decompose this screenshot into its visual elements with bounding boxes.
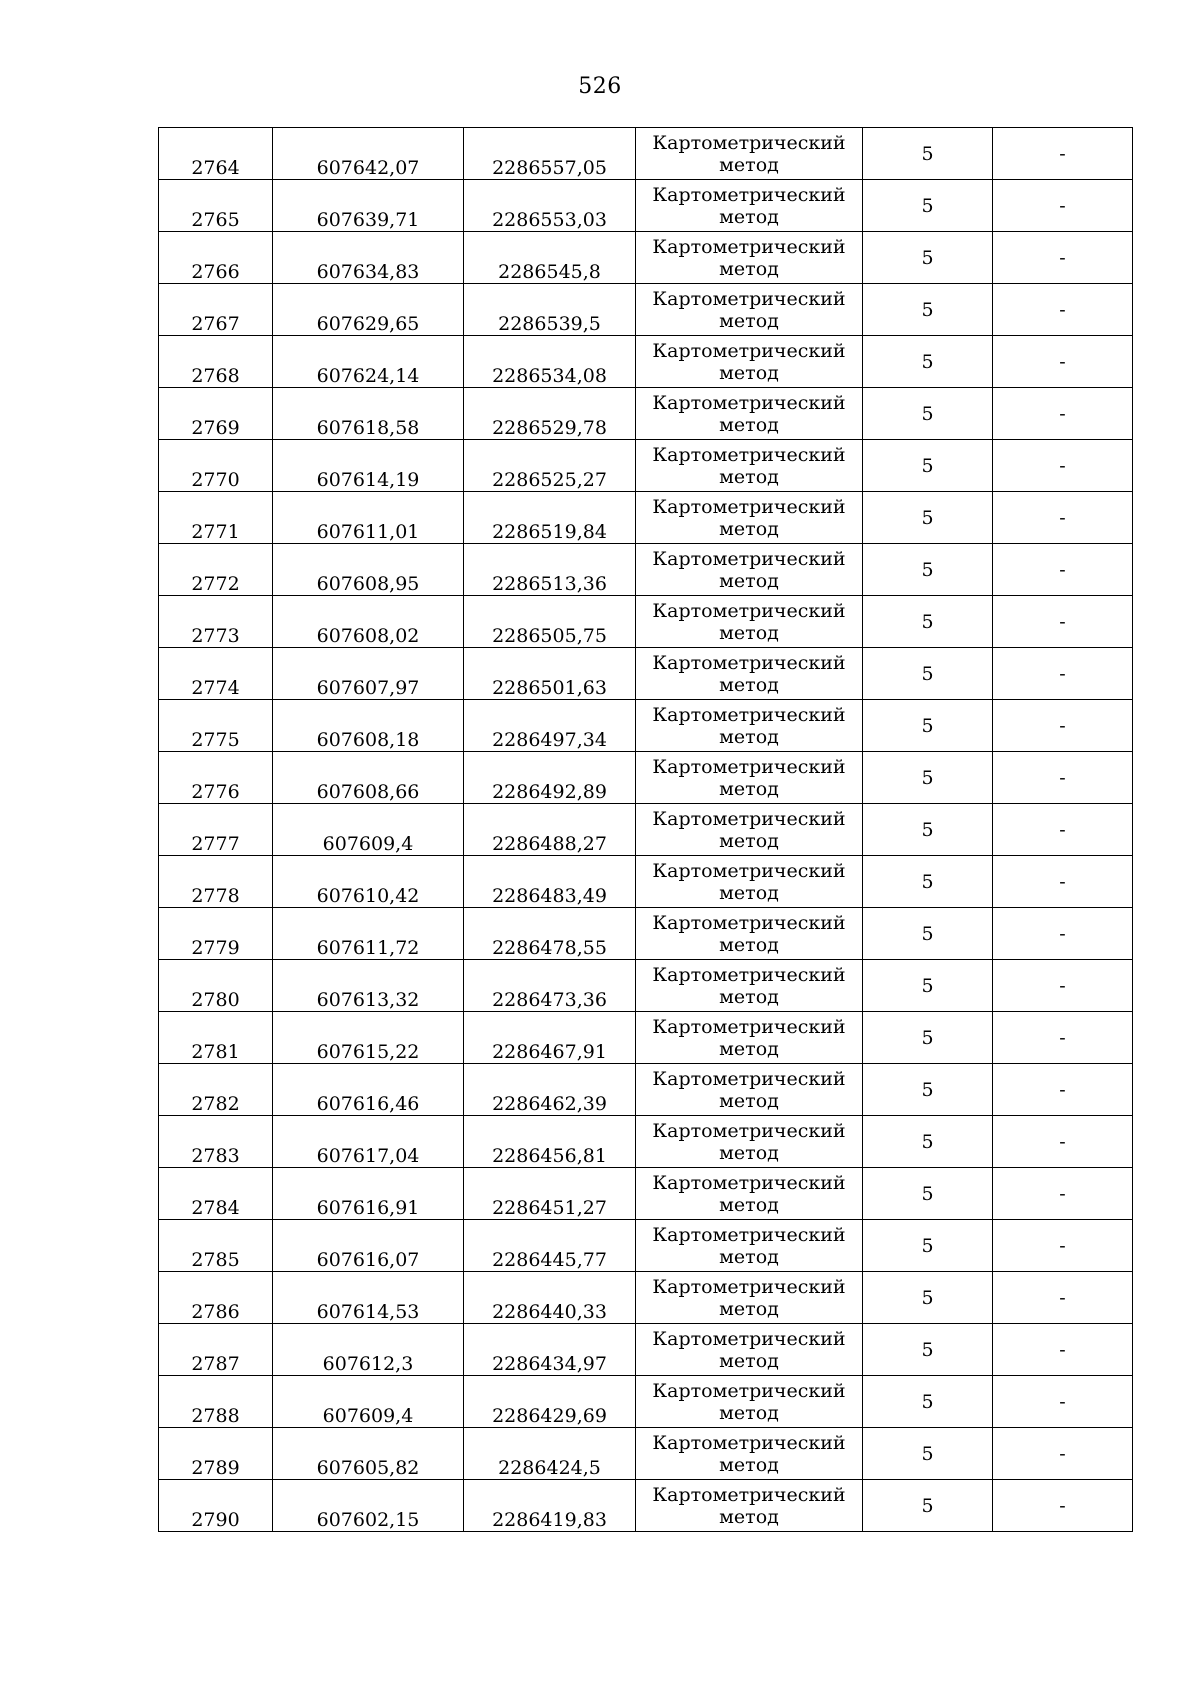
method-cell [636,752,863,804]
table-row [159,752,1133,804]
method-cell [636,284,863,336]
point-number-cell: 2781 [159,1012,273,1064]
note-cell: - [993,752,1133,804]
x-coordinate-cell: 607634,83 [273,232,464,284]
table-row [159,336,1133,388]
point-number-cell: 2775 [159,700,273,752]
coordinates-table-body [159,128,1133,1532]
method-cell [636,700,863,752]
method-cell [636,1480,863,1532]
x-coordinate-cell: 607609,4 [273,804,464,856]
y-coordinate-cell: 2286445,77 [464,1220,636,1272]
method-text: Картометрический метод [652,1119,846,1164]
x-coordinate-cell: 607616,07 [273,1220,464,1272]
x-coordinate-cell: 607616,91 [273,1168,464,1220]
accuracy-cell: 5 [863,752,993,804]
point-number-cell: 2769 [159,388,273,440]
method-cell [636,908,863,960]
accuracy-cell: 5 [863,1376,993,1428]
method-text: Картометрический метод [652,963,846,1008]
method-text: Картометрический метод [652,1223,846,1268]
method-cell [636,492,863,544]
y-coordinate-cell: 2286505,75 [464,596,636,648]
point-number-cell: 2784 [159,1168,273,1220]
x-coordinate-cell: 607607,97 [273,648,464,700]
table-row [159,596,1133,648]
note-cell: - [993,1428,1133,1480]
method-text: Картометрический метод [652,1431,846,1476]
y-coordinate-cell: 2286451,27 [464,1168,636,1220]
accuracy-cell: 5 [863,1324,993,1376]
y-coordinate-cell: 2286519,84 [464,492,636,544]
x-coordinate-cell: 607617,04 [273,1116,464,1168]
note-cell: - [993,180,1133,232]
accuracy-cell: 5 [863,648,993,700]
note-cell: - [993,856,1133,908]
note-cell: - [993,440,1133,492]
method-cell [636,1428,863,1480]
accuracy-cell: 5 [863,440,993,492]
method-text: Картометрический метод [652,443,846,488]
note-cell: - [993,1168,1133,1220]
method-cell [636,1116,863,1168]
method-text: Картометрический метод [652,1275,846,1320]
accuracy-cell: 5 [863,388,993,440]
method-cell [636,128,863,180]
point-number-cell: 2770 [159,440,273,492]
y-coordinate-cell: 2286456,81 [464,1116,636,1168]
point-number-cell: 2778 [159,856,273,908]
table-row [159,1428,1133,1480]
method-text: Картометрический метод [652,1379,846,1424]
accuracy-cell: 5 [863,596,993,648]
method-text: Картометрический метод [652,703,846,748]
accuracy-cell: 5 [863,336,993,388]
method-cell [636,856,863,908]
point-number-cell: 2773 [159,596,273,648]
x-coordinate-cell: 607609,4 [273,1376,464,1428]
note-cell: - [993,1116,1133,1168]
table-row [159,128,1133,180]
note-cell: - [993,1480,1133,1532]
note-cell: - [993,544,1133,596]
y-coordinate-cell: 2286497,34 [464,700,636,752]
accuracy-cell: 5 [863,1168,993,1220]
table-row [159,492,1133,544]
method-cell [636,440,863,492]
y-coordinate-cell: 2286525,27 [464,440,636,492]
x-coordinate-cell: 607616,46 [273,1064,464,1116]
accuracy-cell: 5 [863,804,993,856]
table-row [159,232,1133,284]
method-text: Картометрический метод [652,495,846,540]
table-row [159,1064,1133,1116]
method-text: Картометрический метод [652,755,846,800]
table-row [159,440,1133,492]
table-row [159,908,1133,960]
x-coordinate-cell: 607614,19 [273,440,464,492]
method-cell [636,388,863,440]
point-number-cell: 2764 [159,128,273,180]
x-coordinate-cell: 607639,71 [273,180,464,232]
method-cell [636,336,863,388]
y-coordinate-cell: 2286478,55 [464,908,636,960]
note-cell: - [993,908,1133,960]
method-text: Картометрический метод [652,807,846,852]
y-coordinate-cell: 2286534,08 [464,336,636,388]
point-number-cell: 2776 [159,752,273,804]
y-coordinate-cell: 2286473,36 [464,960,636,1012]
note-cell: - [993,492,1133,544]
table-row [159,1116,1133,1168]
table-row [159,1012,1133,1064]
table-row [159,1324,1133,1376]
point-number-cell: 2783 [159,1116,273,1168]
x-coordinate-cell: 607608,66 [273,752,464,804]
method-text: Картометрический метод [652,1171,846,1216]
note-cell: - [993,1064,1133,1116]
table-row [159,1272,1133,1324]
accuracy-cell: 5 [863,1480,993,1532]
y-coordinate-cell: 2286462,39 [464,1064,636,1116]
accuracy-cell: 5 [863,180,993,232]
method-cell [636,1220,863,1272]
note-cell: - [993,1376,1133,1428]
point-number-cell: 2779 [159,908,273,960]
table-row [159,1480,1133,1532]
point-number-cell: 2771 [159,492,273,544]
note-cell: - [993,232,1133,284]
point-number-cell: 2772 [159,544,273,596]
note-cell: - [993,1324,1133,1376]
note-cell: - [993,648,1133,700]
accuracy-cell: 5 [863,1220,993,1272]
y-coordinate-cell: 2286483,49 [464,856,636,908]
accuracy-cell: 5 [863,1064,993,1116]
point-number-cell: 2785 [159,1220,273,1272]
table-row [159,284,1133,336]
point-number-cell: 2788 [159,1376,273,1428]
x-coordinate-cell: 607613,32 [273,960,464,1012]
accuracy-cell: 5 [863,1012,993,1064]
y-coordinate-cell: 2286419,83 [464,1480,636,1532]
method-text: Картометрический метод [652,859,846,904]
method-text: Картометрический метод [652,183,846,228]
y-coordinate-cell: 2286488,27 [464,804,636,856]
accuracy-cell: 5 [863,700,993,752]
method-text: Картометрический метод [652,599,846,644]
accuracy-cell: 5 [863,856,993,908]
point-number-cell: 2786 [159,1272,273,1324]
method-cell [636,1324,863,1376]
accuracy-cell: 5 [863,1272,993,1324]
note-cell: - [993,804,1133,856]
y-coordinate-cell: 2286424,5 [464,1428,636,1480]
x-coordinate-cell: 607612,3 [273,1324,464,1376]
page-number: 526 [578,74,622,99]
accuracy-cell: 5 [863,544,993,596]
x-coordinate-cell: 607611,72 [273,908,464,960]
accuracy-cell: 5 [863,284,993,336]
x-coordinate-cell: 607611,01 [273,492,464,544]
method-cell [636,596,863,648]
x-coordinate-cell: 607618,58 [273,388,464,440]
table-row [159,180,1133,232]
x-coordinate-cell: 607608,95 [273,544,464,596]
method-cell [636,1168,863,1220]
method-text: Картометрический метод [652,1483,846,1528]
y-coordinate-cell: 2286529,78 [464,388,636,440]
method-cell [636,1376,863,1428]
x-coordinate-cell: 607629,65 [273,284,464,336]
y-coordinate-cell: 2286434,97 [464,1324,636,1376]
table-row [159,1376,1133,1428]
method-text: Картометрический метод [652,1067,846,1112]
y-coordinate-cell: 2286557,05 [464,128,636,180]
y-coordinate-cell: 2286513,36 [464,544,636,596]
point-number-cell: 2782 [159,1064,273,1116]
note-cell: - [993,700,1133,752]
note-cell: - [993,1272,1133,1324]
x-coordinate-cell: 607642,07 [273,128,464,180]
method-text: Картометрический метод [652,339,846,384]
x-coordinate-cell: 607614,53 [273,1272,464,1324]
point-number-cell: 2767 [159,284,273,336]
x-coordinate-cell: 607608,18 [273,700,464,752]
method-text: Картометрический метод [652,235,846,280]
table-row [159,544,1133,596]
accuracy-cell: 5 [863,960,993,1012]
note-cell: - [993,336,1133,388]
note-cell: - [993,284,1133,336]
point-number-cell: 2777 [159,804,273,856]
method-text: Картометрический метод [652,1327,846,1372]
method-text: Картометрический метод [652,131,846,176]
point-number-cell: 2766 [159,232,273,284]
table-row [159,700,1133,752]
point-number-cell: 2774 [159,648,273,700]
accuracy-cell: 5 [863,1116,993,1168]
accuracy-cell: 5 [863,492,993,544]
accuracy-cell: 5 [863,232,993,284]
point-number-cell: 2790 [159,1480,273,1532]
method-cell [636,804,863,856]
method-cell [636,544,863,596]
note-cell: - [993,1220,1133,1272]
point-number-cell: 2787 [159,1324,273,1376]
x-coordinate-cell: 607608,02 [273,596,464,648]
y-coordinate-cell: 2286545,8 [464,232,636,284]
x-coordinate-cell: 607610,42 [273,856,464,908]
method-cell [636,180,863,232]
method-text: Картометрический метод [652,1015,846,1060]
method-cell [636,960,863,1012]
y-coordinate-cell: 2286429,69 [464,1376,636,1428]
method-cell [636,648,863,700]
table-row [159,648,1133,700]
y-coordinate-cell: 2286440,33 [464,1272,636,1324]
table-row [159,856,1133,908]
x-coordinate-cell: 607615,22 [273,1012,464,1064]
point-number-cell: 2789 [159,1428,273,1480]
point-number-cell: 2768 [159,336,273,388]
y-coordinate-cell: 2286553,03 [464,180,636,232]
method-cell [636,1272,863,1324]
method-text: Картометрический метод [652,651,846,696]
method-text: Картометрический метод [652,287,846,332]
y-coordinate-cell: 2286539,5 [464,284,636,336]
method-text: Картометрический метод [652,391,846,436]
table-row [159,388,1133,440]
accuracy-cell: 5 [863,1428,993,1480]
note-cell: - [993,596,1133,648]
coordinates-table [158,127,1133,1532]
note-cell: - [993,1012,1133,1064]
note-cell: - [993,128,1133,180]
table-row [159,1220,1133,1272]
point-number-cell: 2765 [159,180,273,232]
y-coordinate-cell: 2286492,89 [464,752,636,804]
method-text: Картометрический метод [652,911,846,956]
table-row [159,960,1133,1012]
x-coordinate-cell: 607602,15 [273,1480,464,1532]
point-number-cell: 2780 [159,960,273,1012]
x-coordinate-cell: 607624,14 [273,336,464,388]
x-coordinate-cell: 607605,82 [273,1428,464,1480]
method-cell [636,232,863,284]
method-text: Картометрический метод [652,547,846,592]
method-cell [636,1064,863,1116]
method-cell [636,1012,863,1064]
y-coordinate-cell: 2286467,91 [464,1012,636,1064]
accuracy-cell: 5 [863,128,993,180]
table-row [159,1168,1133,1220]
y-coordinate-cell: 2286501,63 [464,648,636,700]
table-row [159,804,1133,856]
note-cell: - [993,960,1133,1012]
note-cell: - [993,388,1133,440]
accuracy-cell: 5 [863,908,993,960]
